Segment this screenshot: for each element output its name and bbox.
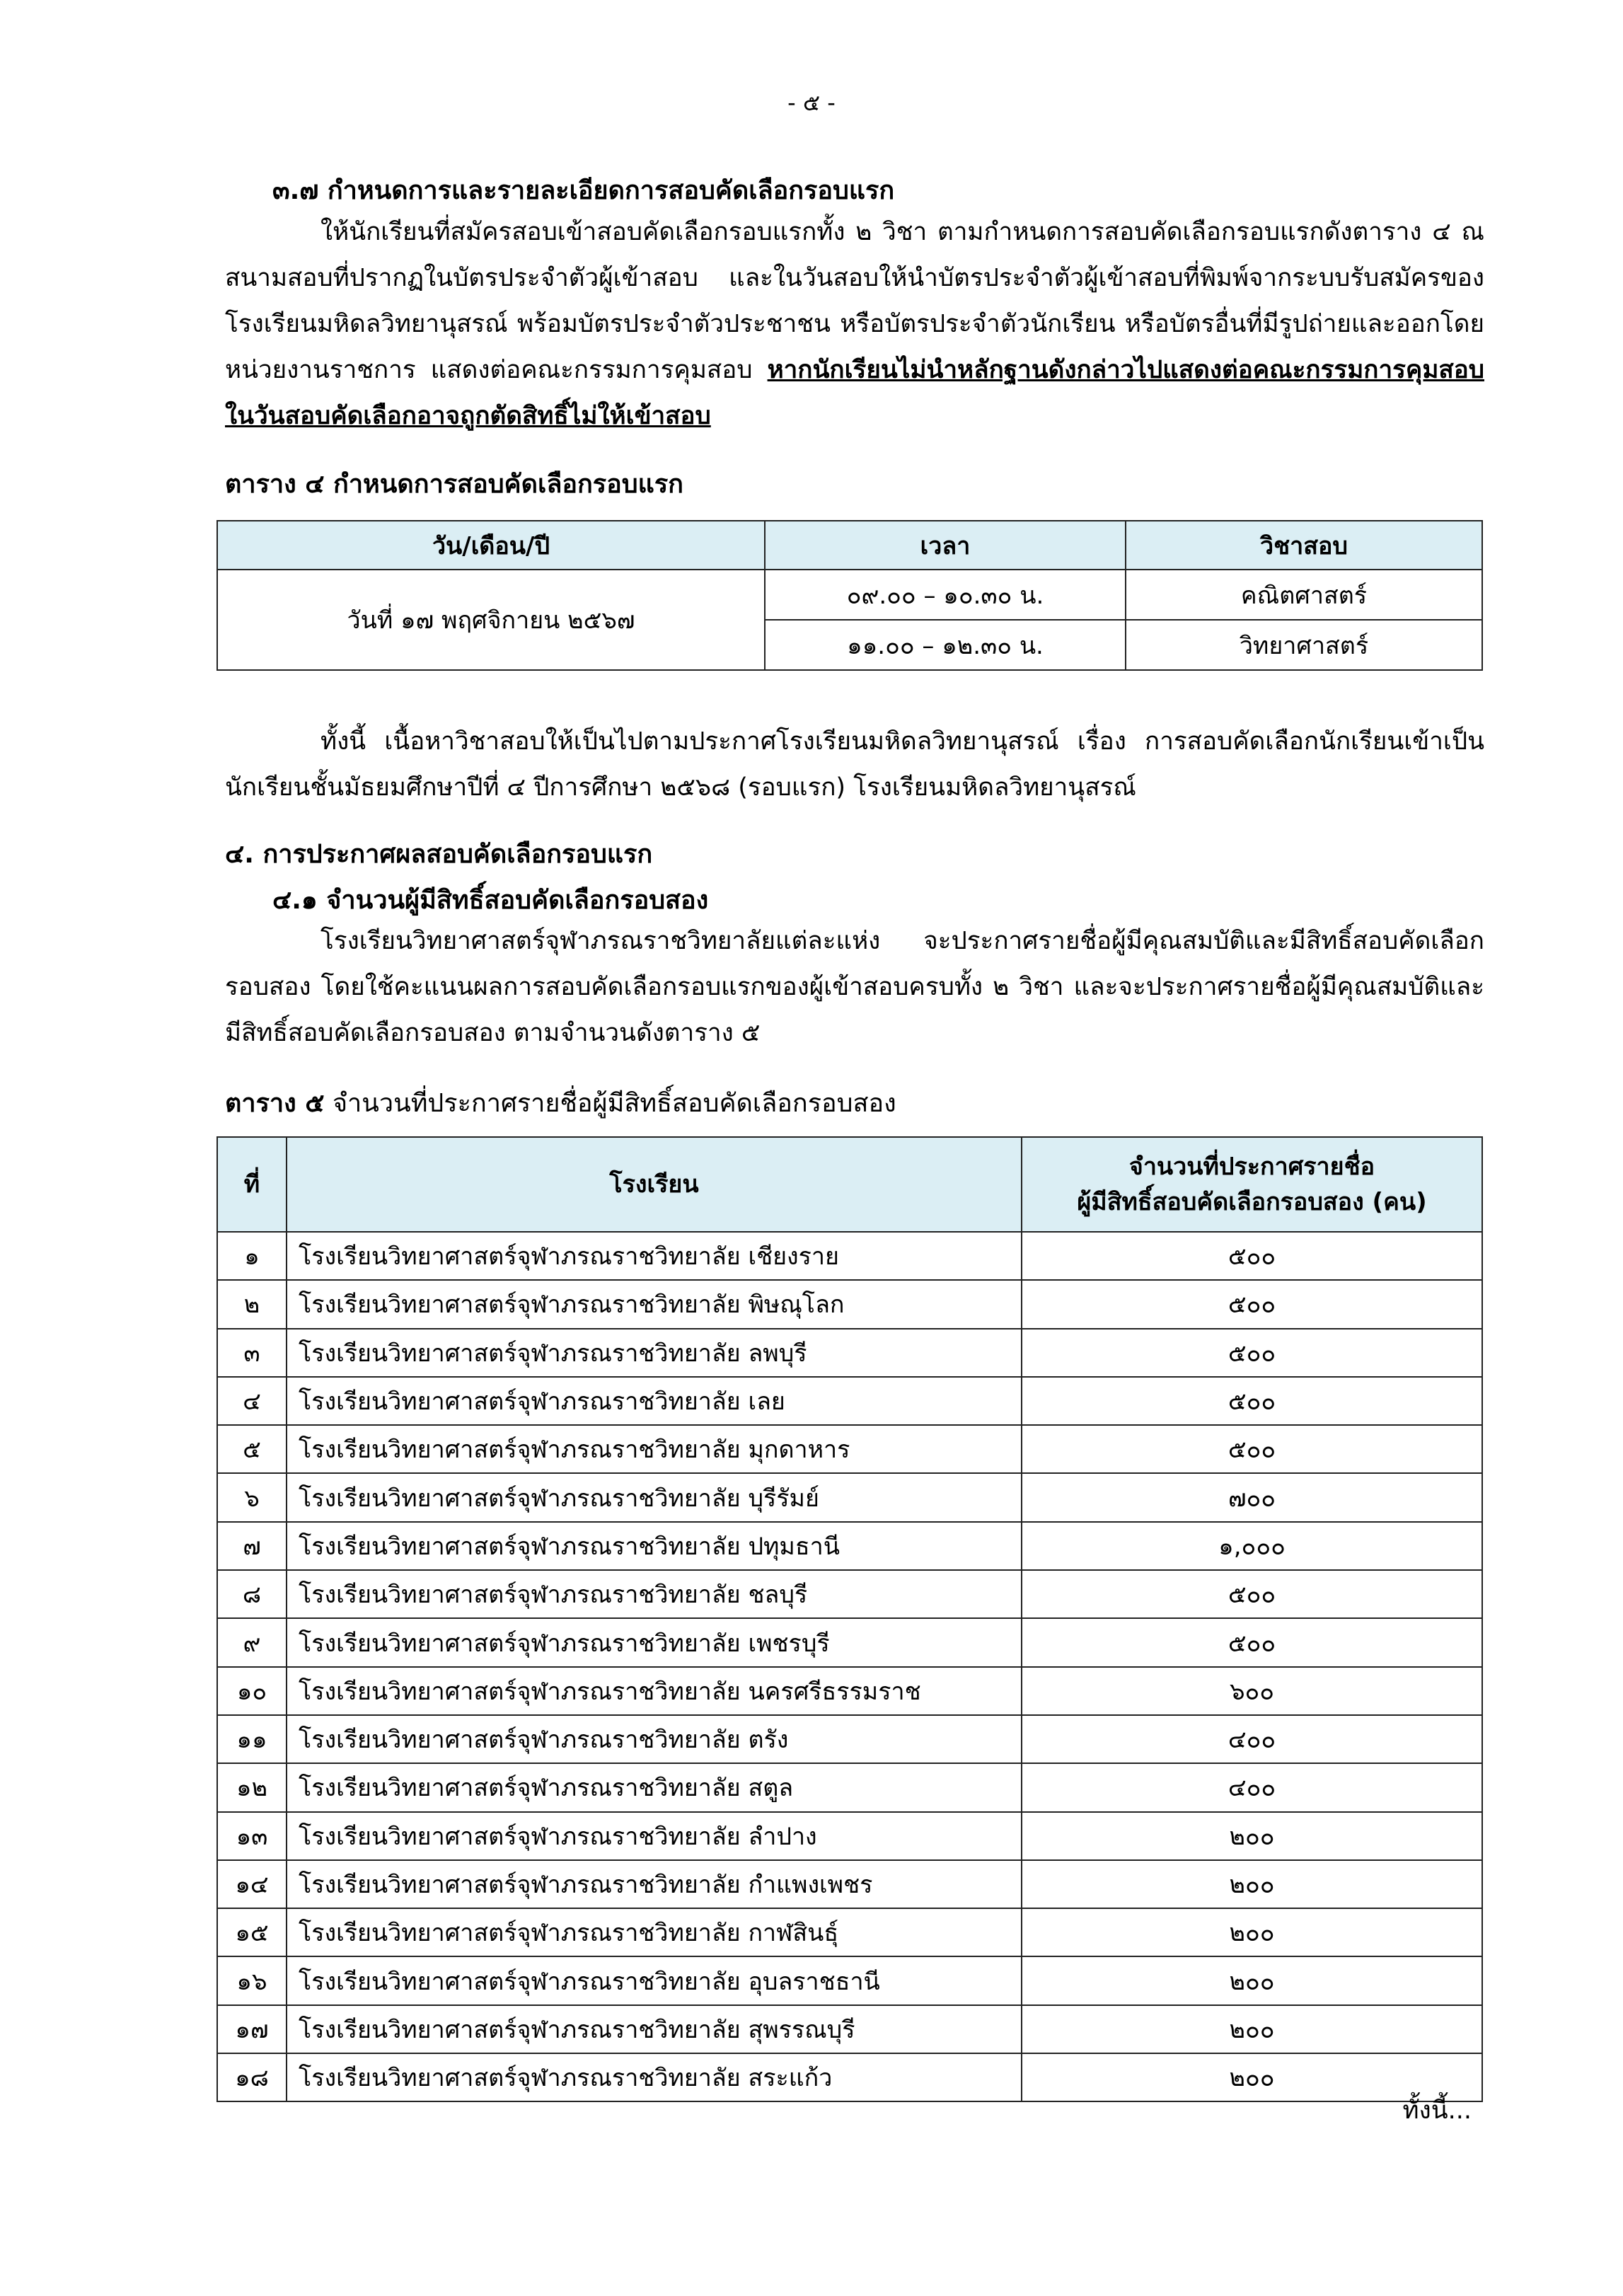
table-row bbox=[217, 1377, 1482, 1425]
exam-date: วันที่ ๑๗ พฤศจิกายน ๒๕๖๗ bbox=[217, 570, 765, 670]
table-row bbox=[217, 1860, 1482, 1908]
row-number: ๘ bbox=[217, 1570, 287, 1618]
school-name: โรงเรียนวิทยาศาสตร์จุฬาภรณราชวิทยาลัย สุพรรณบุรี bbox=[287, 2005, 1022, 2053]
table-row bbox=[217, 1232, 1482, 1280]
candidate-count: ๒๐๐ bbox=[1022, 2053, 1482, 2101]
table-row bbox=[217, 1763, 1482, 1811]
row-number: ๒ bbox=[217, 1280, 287, 1328]
table-row bbox=[217, 1329, 1482, 1377]
candidate-count: ๕๐๐ bbox=[1022, 1570, 1482, 1618]
candidate-count: ๕๐๐ bbox=[1022, 1425, 1482, 1473]
table5-caption-text: จำนวนที่ประกาศรายชื่อผู้มีสิทธิ์สอบคัดเลือกรอบสอง bbox=[324, 1089, 896, 1118]
candidate-count: ๒๐๐ bbox=[1022, 1956, 1482, 2004]
candidate-count: ๖๐๐ bbox=[1022, 1667, 1482, 1715]
note-paragraph bbox=[225, 719, 1484, 811]
candidate-count: ๗๐๐ bbox=[1022, 1473, 1482, 1521]
section-3-7-text: ให้นักเรียนที่สมัครสอบเข้าสอบคัดเลือกรอบแรกทั้ง ๒ วิชา ตามกำหนดการสอบคัดเลือกรอบแรกดังตาราง ๔ ณ สนามสอบที่ปรากฏในบัตรประจำตัวผู้เข้าสอบ และในวันสอบให้นำบัตรประจำตัวผู้เข้าสอบที่พิมพ์จากระบบรับสมัครของโรงเรียนมหิดลวิทยานุสรณ์ พร้อมบัตรประจำตัวประชาชน หรือบัตรประจำตัวนักเรียน หรือบัตรอื่นที่มีรูปถ่ายและออกโดยหน่วยงานราชการ แสดงต่อคณะกรรมการคุมสอบ bbox=[225, 218, 1484, 384]
table-row bbox=[217, 1618, 1482, 1666]
section-4-1-paragraph bbox=[225, 918, 1484, 1056]
row-number: ๔ bbox=[217, 1377, 287, 1425]
school-name: โรงเรียนวิทยาศาสตร์จุฬาภรณราชวิทยาลัย ลพบุรี bbox=[287, 1329, 1022, 1377]
section-3-7-paragraph bbox=[225, 209, 1484, 439]
school-name: โรงเรียนวิทยาศาสตร์จุฬาภรณราชวิทยาลัย กาฬสินธุ์ bbox=[287, 1908, 1022, 1956]
candidate-count: ๒๐๐ bbox=[1022, 1812, 1482, 1860]
school-name: โรงเรียนวิทยาศาสตร์จุฬาภรณราชวิทยาลัย สตูล bbox=[287, 1763, 1022, 1811]
section-4-heading: ๔. การประกาศผลสอบคัดเลือกรอบแรก bbox=[225, 840, 653, 869]
school-name: โรงเรียนวิทยาศาสตร์จุฬาภรณราชวิทยาลัย พิษณุโลก bbox=[287, 1280, 1022, 1328]
school-name: โรงเรียนวิทยาศาสตร์จุฬาภรณราชวิทยาลัย ปทุมธานี bbox=[287, 1522, 1022, 1570]
candidate-count: ๕๐๐ bbox=[1022, 1377, 1482, 1425]
header-subject: วิชาสอบ bbox=[1126, 521, 1482, 570]
school-name: โรงเรียนวิทยาศาสตร์จุฬาภรณราชวิทยาลัย กำแพงเพชร bbox=[287, 1860, 1022, 1908]
candidate-quota-table bbox=[216, 1136, 1483, 2102]
row-number: ๑ bbox=[217, 1232, 287, 1280]
candidate-count: ๕๐๐ bbox=[1022, 1618, 1482, 1666]
school-name: โรงเรียนวิทยาศาสตร์จุฬาภรณราชวิทยาลัย ลำปาง bbox=[287, 1812, 1022, 1860]
row-number: ๑๒ bbox=[217, 1763, 287, 1811]
header-no: ที่ bbox=[217, 1137, 287, 1232]
page-number: - ๕ - bbox=[787, 89, 836, 116]
row-number: ๙ bbox=[217, 1618, 287, 1666]
school-name: โรงเรียนวิทยาศาสตร์จุฬาภรณราชวิทยาลัย ชลบุรี bbox=[287, 1570, 1022, 1618]
candidate-count: ๕๐๐ bbox=[1022, 1329, 1482, 1377]
quota-table-body bbox=[217, 1232, 1482, 2101]
school-name: โรงเรียนวิทยาศาสตร์จุฬาภรณราชวิทยาลัย นครศรีธรรมราช bbox=[287, 1667, 1022, 1715]
table-row bbox=[217, 1473, 1482, 1521]
table5-caption-label: ตาราง ๕ bbox=[225, 1089, 325, 1118]
table-row bbox=[217, 1956, 1482, 2004]
table-row bbox=[217, 570, 1482, 620]
candidate-count: ๒๐๐ bbox=[1022, 2005, 1482, 2053]
table-row bbox=[217, 2053, 1482, 2101]
school-name: โรงเรียนวิทยาศาสตร์จุฬาภรณราชวิทยาลัย ตรัง bbox=[287, 1715, 1022, 1763]
table4-caption: ตาราง ๔ กำหนดการสอบคัดเลือกรอบแรก bbox=[225, 470, 683, 499]
note-text: ทั้งนี้ เนื้อหาวิชาสอบให้เป็นไปตามประกาศโรงเรียนมหิดลวิทยานุสรณ์ เรื่อง การสอบคัดเลือกนักเรียนเข้าเป็นนักเรียนชั้นมัธยมศึกษาปีที่ ๔ ปีการศึกษา ๒๕๖๘ (รอบแรก) โรงเรียนมหิดลวิทยานุสรณ์ bbox=[225, 727, 1484, 802]
header-time: เวลา bbox=[765, 521, 1126, 570]
table5-caption bbox=[225, 1083, 896, 1123]
candidate-count: ๑,๐๐๐ bbox=[1022, 1522, 1482, 1570]
candidate-count: ๕๐๐ bbox=[1022, 1280, 1482, 1328]
candidate-count: ๔๐๐ bbox=[1022, 1763, 1482, 1811]
table-row bbox=[217, 1715, 1482, 1763]
school-name: โรงเรียนวิทยาศาสตร์จุฬาภรณราชวิทยาลัย มุกดาหาร bbox=[287, 1425, 1022, 1473]
row-number: ๓ bbox=[217, 1329, 287, 1377]
continuation-text: ทั้งนี้... bbox=[1402, 2096, 1472, 2125]
exam-subject: วิทยาศาสตร์ bbox=[1126, 620, 1482, 670]
table-row bbox=[217, 1812, 1482, 1860]
row-number: ๑๗ bbox=[217, 2005, 287, 2053]
section-3-7-heading: ๓.๗ กำหนดการและรายละเอียดการสอบคัดเลือกรอบแรก bbox=[272, 176, 895, 205]
table-row bbox=[217, 1908, 1482, 1956]
row-number: ๕ bbox=[217, 1425, 287, 1473]
header-count-line1: จำนวนที่ประกาศรายชื่อ bbox=[1128, 1153, 1375, 1181]
row-number: ๑๔ bbox=[217, 1860, 287, 1908]
table-row bbox=[217, 1280, 1482, 1328]
candidate-count: ๒๐๐ bbox=[1022, 1908, 1482, 1956]
school-name: โรงเรียนวิทยาศาสตร์จุฬาภรณราชวิทยาลัย เพชรบุรี bbox=[287, 1618, 1022, 1666]
row-number: ๑๑ bbox=[217, 1715, 287, 1763]
candidate-count: ๕๐๐ bbox=[1022, 1232, 1482, 1280]
section-4-1-heading: ๔.๑ จำนวนผู้มีสิทธิ์สอบคัดเลือกรอบสอง bbox=[272, 886, 709, 915]
school-name: โรงเรียนวิทยาศาสตร์จุฬาภรณราชวิทยาลัย บุรีรัมย์ bbox=[287, 1473, 1022, 1521]
table-header-row bbox=[217, 1137, 1482, 1232]
exam-subject: คณิตศาสตร์ bbox=[1126, 570, 1482, 620]
section-3-7-warning: หากนักเรียนไม่นำหลักฐานดังกล่าวไปแสดงต่อคณะกรรมการคุมสอบในวันสอบคัดเลือกอาจถูกตัดสิทธิ์ไม่ให้เข้าสอบ bbox=[225, 356, 1484, 430]
school-name: โรงเรียนวิทยาศาสตร์จุฬาภรณราชวิทยาลัย สระแก้ว bbox=[287, 2053, 1022, 2101]
table-row bbox=[217, 1667, 1482, 1715]
row-number: ๑๖ bbox=[217, 1956, 287, 2004]
header-school: โรงเรียน bbox=[287, 1137, 1022, 1232]
candidate-count: ๒๐๐ bbox=[1022, 1860, 1482, 1908]
school-name: โรงเรียนวิทยาศาสตร์จุฬาภรณราชวิทยาลัย อุบลราชธานี bbox=[287, 1956, 1022, 2004]
header-count bbox=[1022, 1137, 1482, 1232]
table-row bbox=[217, 1425, 1482, 1473]
school-name: โรงเรียนวิทยาศาสตร์จุฬาภรณราชวิทยาลัย เชียงราย bbox=[287, 1232, 1022, 1280]
table-row bbox=[217, 1522, 1482, 1570]
row-number: ๖ bbox=[217, 1473, 287, 1521]
header-count-line2: ผู้มีสิทธิ์สอบคัดเลือกรอบสอง (คน) bbox=[1077, 1188, 1427, 1216]
table-row bbox=[217, 1570, 1482, 1618]
exam-schedule-table bbox=[216, 520, 1483, 671]
section-4-1-text: โรงเรียนวิทยาศาสตร์จุฬาภรณราชวิทยาลัยแต่ละแห่ง จะประกาศรายชื่อผู้มีคุณสมบัติและมีสิทธิ์สอบคัดเลือกรอบสอง โดยใช้คะแนนผลการสอบคัดเลือกรอบแรกของผู้เข้าสอบครบทั้ง ๒ วิชา และจะประกาศรายชื่อผู้มีคุณสมบัติและมีสิทธิ์สอบคัดเลือกรอบสอง ตามจำนวนดังตาราง ๕ bbox=[225, 927, 1484, 1047]
table-row bbox=[217, 2005, 1482, 2053]
exam-time: ๐๙.๐๐ – ๑๐.๓๐ น. bbox=[765, 570, 1126, 620]
row-number: ๑๕ bbox=[217, 1908, 287, 1956]
candidate-count: ๔๐๐ bbox=[1022, 1715, 1482, 1763]
row-number: ๑๓ bbox=[217, 1812, 287, 1860]
exam-time: ๑๑.๐๐ – ๑๒.๓๐ น. bbox=[765, 620, 1126, 670]
row-number: ๗ bbox=[217, 1522, 287, 1570]
row-number: ๑๘ bbox=[217, 2053, 287, 2101]
table-header-row bbox=[217, 521, 1482, 570]
school-name: โรงเรียนวิทยาศาสตร์จุฬาภรณราชวิทยาลัย เลย bbox=[287, 1377, 1022, 1425]
row-number: ๑๐ bbox=[217, 1667, 287, 1715]
header-date: วัน/เดือน/ปี bbox=[217, 521, 765, 570]
